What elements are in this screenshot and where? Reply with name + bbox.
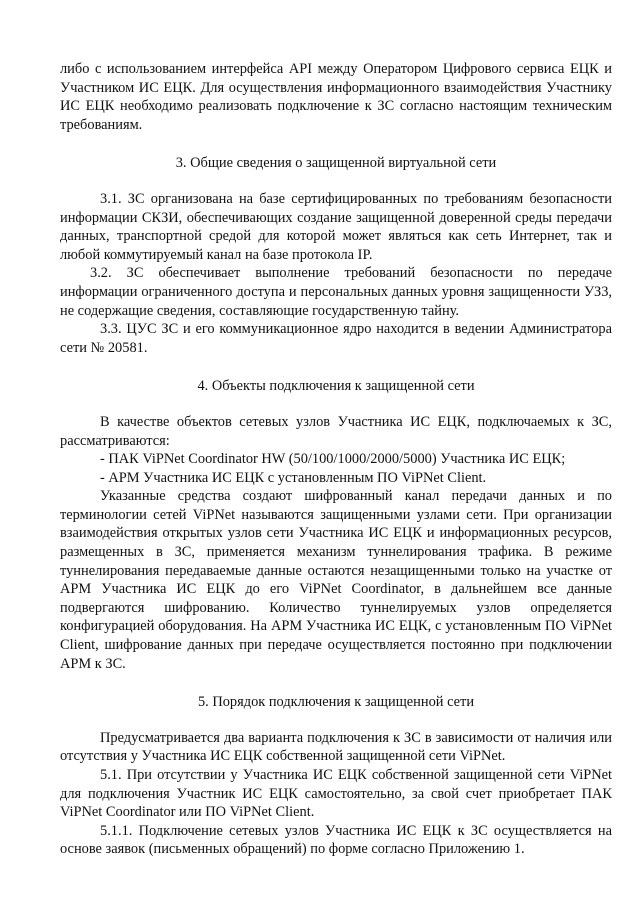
section-5-heading: 5. Порядок подключения к защищенной сети xyxy=(197,694,475,711)
section-4-heading: 4. Объекты подключения к защищенной сети xyxy=(197,378,475,395)
paragraph-4-intro: В качестве объектов сетевых узлов Участника ИС ЕЦК, подключаемых к ЗС, рассматриваются: xyxy=(60,413,612,449)
paragraph-3-1: 3.1. ЗС организована на базе сертифицированных по требованиям безопасности информации СКЗИ, обеспечивающих создание защищенной доверенной среды передачи данных, транспортной средой для которой может являться как сеть Интернет, так и любой коммутируемый канал на базе протокола IP. xyxy=(60,190,612,263)
paragraph-3-2: 3.2. ЗС обеспечивает выполнение требований безопасности по передаче информации ограниченного доступа и персональных данных уровня защищенности УЗ3, не содержащие сведения, составляющие государственную тайну. xyxy=(60,265,612,319)
paragraph-5-intro: Предусматривается два варианта подключения к ЗС в зависимости от наличия или отсутствия у Участника ИС ЕЦК собственной защищенной сети ViPNet. xyxy=(60,729,612,765)
paragraph-4-body: Указанные средства создают шифрованный канал передачи данных и по терминологии сетей ViPNet называются защищенными узлами сети. При организации взаимодействия открытых узлов сети Участника ИС ЕЦК и информационных ресурсов, размещенных в ЗС, применяется механизм туннелирования трафика. В режиме туннелирования передаваемые данные остаются незащищенными только на участке от АРМ Участника ИС ЕЦК до его ViPNet Coordinator, в дальнейшем все данные подвергаются шифрованию. Количество туннелируемых узлов определяется конфигурацией оборудования. На АРМ Участника ИС ЕЦК, с установленным ПО ViPNet Client, шифрование данных при передаче осуществляется постоянно при подключении АРМ к ЗС. xyxy=(60,488,612,672)
paragraph-3-3: 3.3. ЦУС ЗС и его коммуникационное ядро находится в ведении Администратора сети № 20581. xyxy=(60,321,612,356)
section-3-heading: 3. Общие сведения о защищенной виртуальной сети xyxy=(175,155,497,172)
paragraph-5-1: 5.1. При отсутствии у Участника ИС ЕЦК собственной защищенной сети ViPNet для подключения Участник ИС ЕЦК самостоятельно, за свой счет приобретает ПАК ViPNet Coordinator или ПО ViPNet Client. xyxy=(60,767,612,821)
paragraph-5-1-1: 5.1.1. Подключение сетевых узлов Участника ИС ЕЦК к ЗС осуществляется на основе заявок (письменных обращений) по форме согласно Приложению 1. xyxy=(60,822,612,858)
list-item: - ПАК ViPNet Coordinator HW (50/100/1000/2000/5000) Участника ИС ЕЦК; xyxy=(100,451,566,468)
document-page xyxy=(60,60,612,859)
intro-paragraph: либо с использованием интерфейса API между Оператором Цифрового сервиса ЕЦК и Участником ИС ЕЦК. Для осуществления информационного взаимодействия Участнику ИС ЕЦК необходимо реализовать подключение к ЗС согласно настоящим техническим требованиям. xyxy=(60,61,612,133)
list-item: - АРМ Участника ИС ЕЦК с установленным ПО ViPNet Client. xyxy=(100,469,487,486)
